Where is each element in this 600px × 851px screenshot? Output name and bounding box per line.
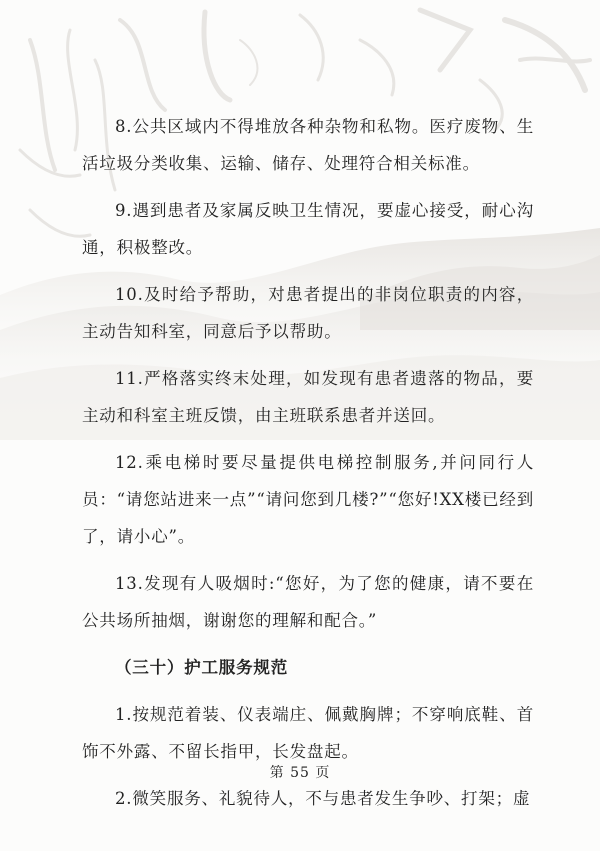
paragraph-item-9: 9.遇到患者及家属反映卫生情况，要虚心接受，耐心沟通，积极整改。 bbox=[82, 201, 534, 257]
section-paragraph-item-2: 2.微笑服务、礼貌待人，不与患者发生争吵、打架；虚 bbox=[115, 789, 531, 808]
paragraph-item-10: 10.及时给予帮助，对患者提出的非岗位职责的内容，主动告知科室，同意后予以帮助。 bbox=[82, 285, 534, 341]
section-heading: （三十）护工服务规范 bbox=[115, 658, 288, 677]
page-number: 第 55 页 bbox=[269, 765, 331, 781]
section-paragraph-item-1: 1.按规范着装、仪表端庄、佩戴胸牌；不穿响底鞋、首饰不外露、不留长指甲，长发盘起。 bbox=[82, 705, 534, 761]
document-body bbox=[82, 108, 534, 827]
paragraph-item-12: 12.乘电梯时要尽量提供电梯控制服务,并问同行人员：“请您站进来一点”“请问您到几楼?”“您好!XX楼已经到了，请小心”。 bbox=[82, 453, 534, 546]
paragraph-item-13: 13.发现有人吸烟时:“您好，为了您的健康，请不要在公共场所抽烟，谢谢您的理解和配合。” bbox=[82, 574, 534, 630]
paragraph-item-11: 11.严格落实终末处理，如发现有患者遗落的物品，要主动和科室主班反馈，由主班联系患者并送回。 bbox=[82, 369, 534, 425]
paragraph-item-8: 8.公共区域内不得堆放各种杂物和私物。医疗废物、生活垃圾分类收集、运输、储存、处理符合相关标准。 bbox=[82, 117, 534, 173]
